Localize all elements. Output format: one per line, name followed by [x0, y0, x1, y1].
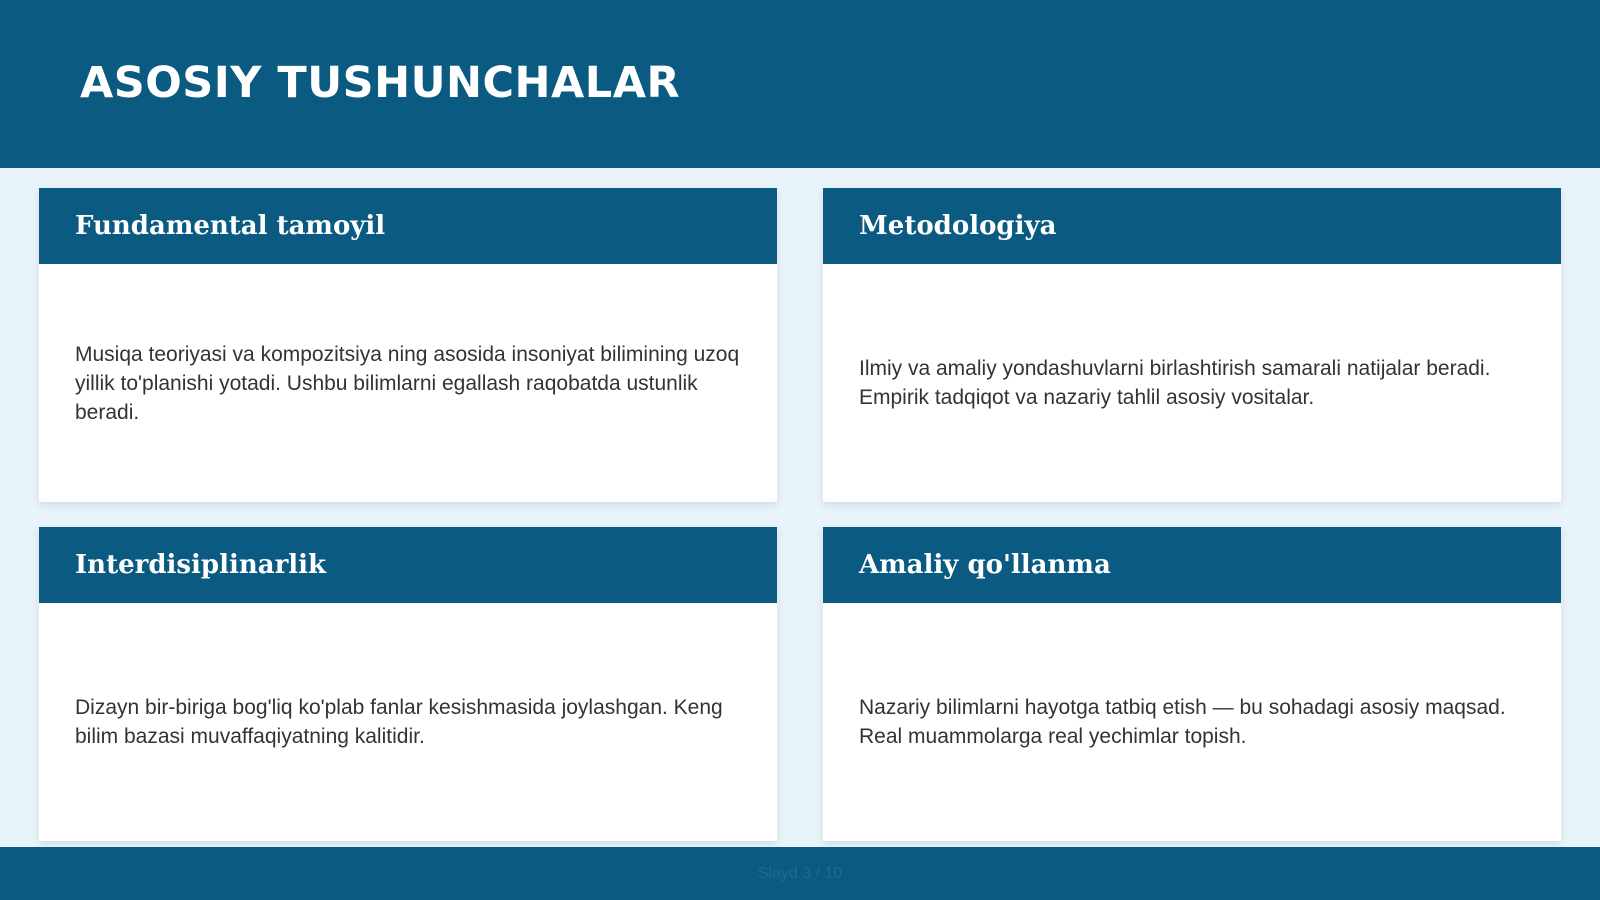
- slide-footer: [0, 847, 1600, 900]
- card-title: Metodologiya: [859, 211, 1057, 241]
- card-header: [823, 527, 1561, 603]
- card-body: [823, 603, 1561, 841]
- card-title: Interdisiplinarlik: [75, 550, 327, 580]
- card-header: [39, 527, 777, 603]
- card-body: [39, 264, 777, 502]
- card-text: Nazariy bilimlarni hayotga tatbiq etish — bu sohadagi asosiy maqsad. Real muammolarga real yechimlar topish.: [859, 696, 1506, 748]
- slide-title: ASOSIY TUSHUNCHALAR: [80, 58, 681, 108]
- slide-number: Slayd 3 / 10: [757, 865, 843, 882]
- card-text: Dizayn bir-biriga bog'liq ko'plab fanlar kesishmasida joylashgan. Keng bilim bazasi muvaffaqiyatning kalitidir.: [75, 696, 723, 748]
- card-body: [823, 264, 1561, 502]
- card-practical-application: [823, 527, 1561, 841]
- card-header: [823, 188, 1561, 264]
- card-title: Amaliy qo'llanma: [859, 550, 1111, 580]
- slide-header: [0, 0, 1600, 168]
- card-header: [39, 188, 777, 264]
- card-title: Fundamental tamoyil: [75, 211, 386, 241]
- card-text: Musiqa teoriyasi va kompozitsiya ning asosida insoniyat bilimining uzoq yillik to'planishi yotadi. Ushbu bilimlarni egallash raqobatda ustunlik beradi.: [75, 342, 740, 424]
- card-text: Ilmiy va amaliy yondashuvlarni birlashtirish samarali natijalar beradi. Empirik tadqiqot va nazariy tahlil asosiy vositalar.: [859, 357, 1491, 409]
- card-fundamental-principle: [39, 188, 777, 502]
- card-body: [39, 603, 777, 841]
- card-methodology: [823, 188, 1561, 502]
- card-interdisciplinarity: [39, 527, 777, 841]
